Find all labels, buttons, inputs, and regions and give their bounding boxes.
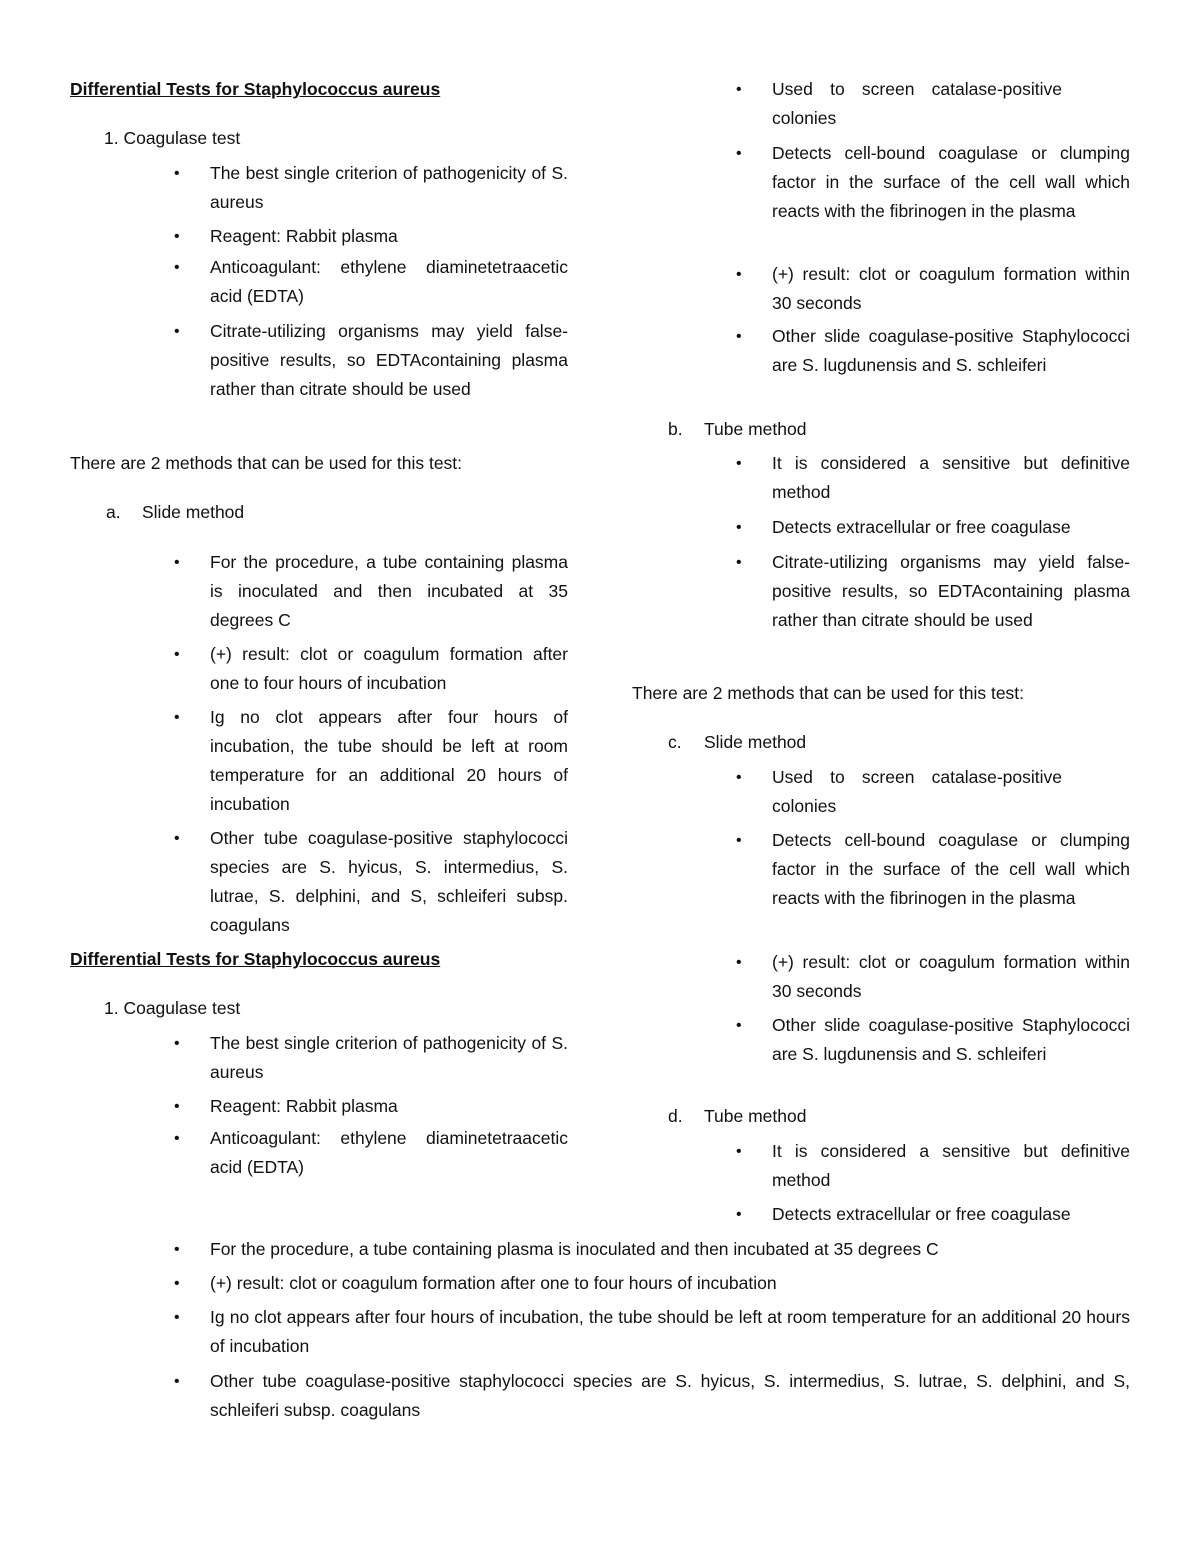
- list-item: • Citrate-utilizing organisms may yield false-positive results, so EDTAcontaining plasma rather than citrate should be used: [210, 317, 568, 404]
- numbered-item: 1. Coagulase test: [104, 128, 241, 148]
- list-item: • Reagent: Rabbit plasma: [210, 222, 568, 251]
- list-item: • Anticoagulant: ethylene diaminetetraacetic acid (EDTA): [210, 253, 568, 311]
- list-item: • (+) result: clot or coagulum formation within 30 seconds: [772, 948, 1130, 1006]
- method-title: Tube method: [704, 419, 807, 439]
- method-label: c.: [668, 732, 682, 752]
- list-item: • Detects cell-bound coagulase or clumping factor in the surface of the cell wall which reacts with the fibrinogen in the plasma: [772, 139, 1130, 226]
- list-item: • Reagent: Rabbit plasma: [210, 1092, 568, 1121]
- method-label: d.: [668, 1106, 683, 1126]
- list-item: • Detects extracellular or free coagulase: [772, 1200, 1130, 1229]
- section-heading: Differential Tests for Staphylococcus aureus: [70, 949, 441, 969]
- list-item: • (+) result: clot or coagulum formation after one to four hours of incubation: [210, 640, 568, 698]
- methods-intro: There are 2 methods that can be used for this test:: [632, 683, 1025, 703]
- list-item: • Other tube coagulase-positive staphylococci species are S. hyicus, S. intermedius, S. lutrae, S. delphini, and S, schleiferi subsp. coagulans: [210, 824, 568, 940]
- list-item: • Ig no clot appears after four hours of incubation, the tube should be left at room temperature for an additional 20 hours of incubation: [210, 1303, 1130, 1361]
- list-item: • (+) result: clot or coagulum formation within 30 seconds: [772, 260, 1130, 318]
- list-item: • It is considered a sensitive but definitive method: [772, 1137, 1130, 1195]
- numbered-item: 1. Coagulase test: [104, 998, 241, 1018]
- list-item: • The best single criterion of pathogenicity of S. aureus: [210, 159, 568, 217]
- list-item: • (+) result: clot or coagulum formation after one to four hours of incubation: [210, 1269, 1130, 1298]
- section-heading: Differential Tests for Staphylococcus aureus: [70, 79, 441, 99]
- list-item: • Other slide coagulase-positive Staphylococci are S. lugdunensis and S. schleiferi: [772, 1011, 1130, 1069]
- list-item: • The best single criterion of pathogenicity of S. aureus: [210, 1029, 568, 1087]
- list-item: • Used to screen catalase-positive colonies: [772, 763, 1062, 821]
- list-item: • Detects cell-bound coagulase or clumping factor in the surface of the cell wall which reacts with the fibrinogen in the plasma: [772, 826, 1130, 913]
- list-item: • It is considered a sensitive but definitive method: [772, 449, 1130, 507]
- method-title: Slide method: [704, 732, 807, 752]
- list-item: • For the procedure, a tube containing plasma is inoculated and then incubated at 35 degrees C: [210, 548, 568, 635]
- method-title: Slide method: [142, 502, 245, 522]
- list-item: • Citrate-utilizing organisms may yield false-positive results, so EDTAcontaining plasma rather than citrate should be used: [772, 548, 1130, 635]
- list-item: • Used to screen catalase-positive colonies: [772, 75, 1062, 133]
- list-item: • Other slide coagulase-positive Staphylococci are S. lugdunensis and S. schleiferi: [772, 322, 1130, 380]
- method-label: b.: [668, 419, 683, 439]
- method-label: a.: [106, 502, 121, 522]
- methods-intro: There are 2 methods that can be used for this test:: [70, 453, 463, 473]
- list-item: • Detects extracellular or free coagulase: [772, 513, 1130, 542]
- method-title: Tube method: [704, 1106, 807, 1126]
- list-item: • Anticoagulant: ethylene diaminetetraacetic acid (EDTA): [210, 1124, 568, 1182]
- list-item: • For the procedure, a tube containing plasma is inoculated and then incubated at 35 degrees C: [210, 1235, 1130, 1264]
- list-item: • Ig no clot appears after four hours of incubation, the tube should be left at room temperature for an additional 20 hours of incubation: [210, 703, 568, 819]
- list-item: • Other tube coagulase-positive staphylococci species are S. hyicus, S. intermedius, S. lutrae, S. delphini, and S, schleiferi subsp. coagulans: [210, 1367, 1130, 1425]
